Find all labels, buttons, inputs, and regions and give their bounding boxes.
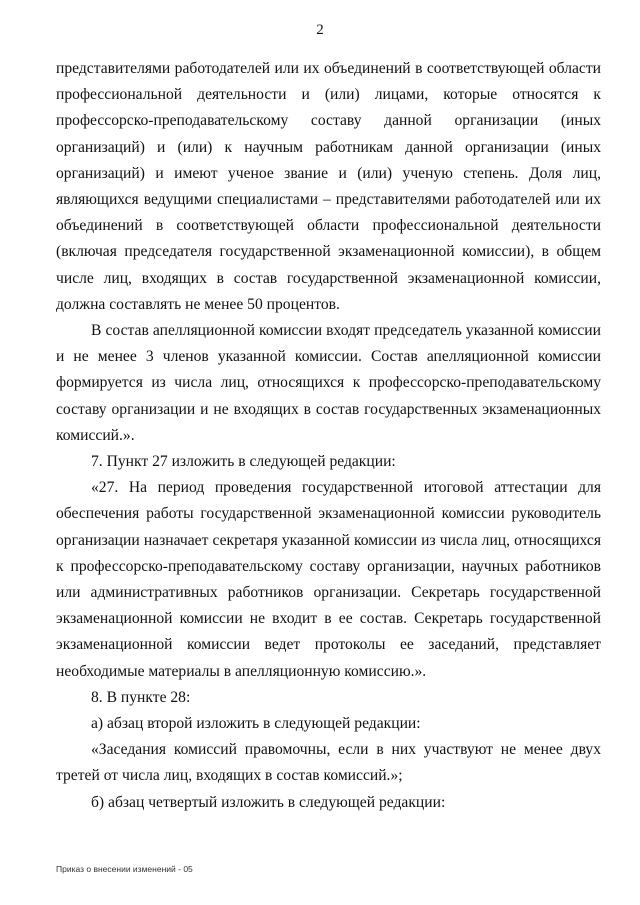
paragraph-gek-composition: представителями работодателей или их объединений в соответствующей области профессиональной деятельности и (или) лицами, которые относятся к профессорско-преподавательскому составу данной организации (иных организаций) и (или) к научным работникам данной организации (иных организаций) и имеют ученое звание и (или) ученую степень. Доля лиц, являющихся ведущими специалистами – представителями работодателей или их объединений в соответствующей области профессиональной деятельности (включая председателя государственной экзаменационной комиссии), в общем числе лиц, входящих в состав государственной экзаменационной комиссии, должна составлять не менее 50 процентов. — [56, 60, 601, 313]
paragraph-item-7: 7. Пункт 27 изложить в следующей редакции: — [91, 453, 396, 471]
paragraph-item-27-text: «27. На период проведения государственной итоговой аттестации для обеспечения работы государственной экзаменационной комиссии руководитель организации назначает секретаря указанной комиссии из числа лиц, относящихся к профессорско-преподавательскому составу организации, научных работников или административных работников организации. Секретарь государственной экзаменационной комиссии не входит в ее состав. Секретарь государственной экзаменационной комиссии ведет протоколы ее заседаний, представляет необходимые материалы в апелляционную комиссию.». — [56, 479, 601, 680]
paragraph-quorum-text: «Заседания комиссий правомочны, если в них участвуют не менее двух третей от числа лиц, входящих в состав комиссий.»; — [56, 741, 601, 785]
page-number: 2 — [316, 22, 324, 38]
paragraph-item-8: 8. В пункте 28: — [91, 688, 191, 706]
document-body — [56, 56, 601, 816]
paragraph-appeal-commission: В состав апелляционной комиссии входят председатель указанной комиссии и не менее 3 членов указанной комиссии. Состав апелляционной комиссии формируется из числа лиц, относящихся к профессорско-преподавательскому составу организации и не входящих в состав государственных экзаменационных комиссий.». — [56, 322, 601, 444]
paragraph-subitem-a: а) абзац второй изложить в следующей редакции: — [91, 715, 421, 733]
footer-file-label: Приказ о внесении изменений - 05 — [56, 864, 193, 874]
paragraph-subitem-b: б) абзац четвертый изложить в следующей редакции: — [91, 793, 446, 811]
